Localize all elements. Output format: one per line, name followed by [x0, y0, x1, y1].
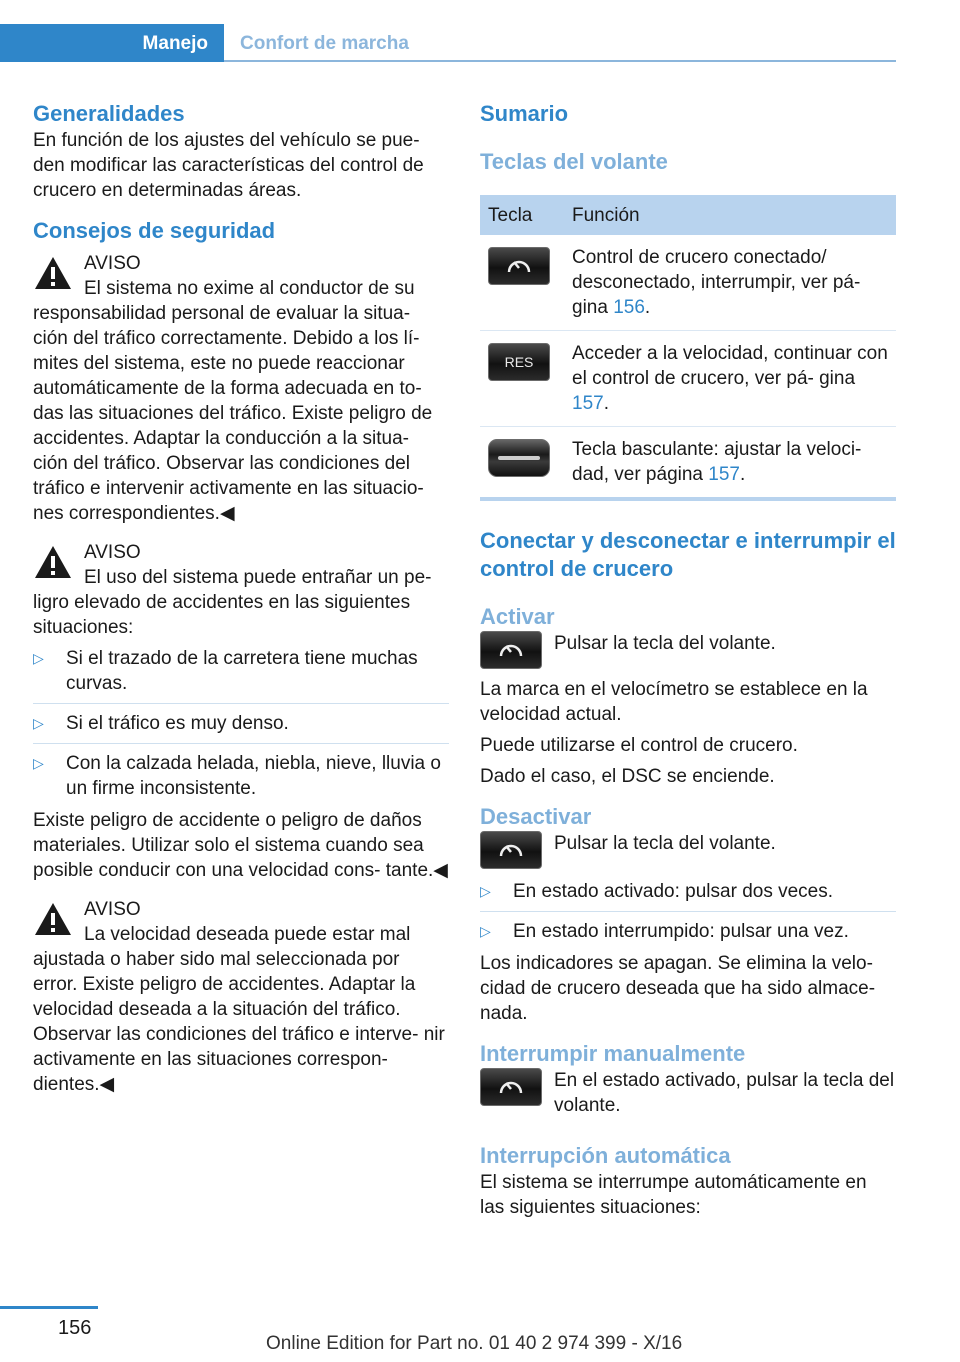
bullet-arrow-icon: ▷ [33, 755, 44, 771]
activate-text-2: Puede utilizarse el control de crucero. [480, 735, 798, 756]
activate-text-1: La marca en el velocímetro se establece en la velocidad actual. [480, 679, 868, 725]
activate-instruction: Pulsar la tecla del volante. [480, 631, 896, 671]
table-header: Función [564, 195, 896, 235]
warning-text-3: La velocidad deseada puede estar mal ajustada o haber sido mal seleccionada por error. Existe peligro de accidentes. Adaptar la velocidad deseada a la situación del tráfico. Observar las condiciones del tráfico e interve- nir activamente en las situaciones correspon- dientes.◀ [33, 924, 445, 1095]
edition-note: Online Edition for Part no. 01 40 2 974 399 - X/16 [266, 1333, 683, 1354]
left-column [33, 100, 449, 1097]
bullet-arrow-icon: ▷ [33, 650, 44, 666]
subsection-tab: Confort de marcha [240, 32, 409, 54]
list-item: ▷ Si el trazado de la carretera tiene muchas curvas. [33, 648, 418, 694]
key-function-text: Control de crucero conectado/ desconectado, interrumpir, ver pá- gina [572, 247, 861, 318]
table-header: Tecla [480, 195, 564, 235]
list-item: ▷ En estado activado: pulsar dos veces. [480, 881, 834, 902]
table-row: RES Acceder a la velocidad, continuar con el control de crucero, ver pá- gina 157. [480, 331, 896, 427]
safety-heading: Consejos de seguridad [33, 218, 276, 243]
manual-interrupt-instruction: En el estado activado, pulsar la tecla del volante. [480, 1068, 896, 1118]
page-header [0, 24, 896, 62]
keys-table [480, 195, 896, 501]
warning-block-3 [33, 897, 449, 922]
bullet-arrow-icon: ▷ [480, 923, 491, 939]
warning-label: AVISO [84, 542, 141, 563]
warning-icon [33, 255, 73, 291]
deactivate-instruction: Pulsar la tecla del volante. [480, 831, 896, 871]
key-function-text: Tecla basculante: ajustar la veloci- dad, ver página [572, 439, 862, 485]
warning-block-2 [33, 540, 449, 565]
auto-interrupt-heading: Interrupción automática [480, 1143, 731, 1168]
list-item: ▷ Con la calzada helada, niebla, nieve, lluvia o un firme inconsistente. [33, 753, 441, 799]
warning-icon [33, 901, 73, 937]
general-text: En función de los ajustes del vehículo se pue- den modificar las características del control de crucero en determinadas áreas. [33, 130, 424, 201]
warning-label: AVISO [84, 253, 141, 274]
rocker-switch-icon [488, 439, 550, 477]
cruise-control-key-icon [488, 247, 550, 285]
section-tab: Manejo [0, 24, 224, 62]
list-item: ▷ Si el tráfico es muy denso. [33, 713, 289, 734]
deactivate-heading: Desactivar [480, 804, 592, 829]
warning-after-text: Existe peligro de accidente o peligro de daños materiales. Utilizar solo el sistema cuando sea posible conducir con una velocidad cons- tante.◀ [33, 810, 448, 881]
res-key-icon: RES [488, 343, 550, 381]
connect-heading: Conectar y desconectar e interrumpir el control de crucero [480, 528, 896, 581]
general-heading: Generalidades [33, 101, 185, 126]
key-function-text: Acceder a la velocidad, continuar con el control de crucero, ver pá- gina [572, 343, 888, 389]
page-link[interactable]: 157 [572, 393, 604, 414]
manual-interrupt-heading: Interrumpir manualmente [480, 1041, 746, 1066]
auto-interrupt-text: El sistema se interrumpe automáticamente en las siguientes situaciones: [480, 1172, 867, 1218]
list-item: ▷ En estado interrumpido: pulsar una vez. [480, 921, 849, 942]
table-row: Tecla basculante: ajustar la veloci- dad, ver página 157. [480, 427, 896, 500]
table-row: Control de crucero conectado/ desconectado, interrumpir, ver pá- gina 156. [480, 235, 896, 331]
cruise-control-key-icon [480, 631, 542, 669]
deactivate-list [480, 879, 896, 944]
deactivate-after-text: Los indicadores se apagan. Se elimina la velo- cidad de crucero deseada que ha sido almace- nada. [480, 953, 876, 1024]
warning-list [33, 646, 449, 801]
activate-text-3: Dado el caso, el DSC se enciende. [480, 766, 775, 787]
right-column [480, 100, 896, 1220]
warning-text-1: El sistema no exime al conductor de su responsabilidad personal de evaluar la situa- ción del tráfico correctamente. Debido a los lí- mites del sistema, este no puede reaccionar automáticamente de la forma adecuada en to- das las situaciones del tráfico. Existe peligro de accidentes. Adaptar la conducción a la situa- ción del tráfico. Observar las condiciones del tráfico e intervenir activamente en las situacio- nes correspondientes.◀ [33, 278, 433, 524]
page-link[interactable]: 156 [613, 297, 645, 318]
cruise-control-key-icon [480, 1068, 542, 1106]
header-rule [224, 60, 896, 62]
warning-text-2: El uso del sistema puede entrañar un pe- ligro elevado de accidentes en las siguientes situaciones: [33, 567, 432, 638]
warning-label: AVISO [84, 899, 141, 920]
activate-heading: Activar [480, 604, 555, 629]
footer-rule [0, 1306, 98, 1309]
summary-heading: Sumario [480, 101, 569, 126]
bullet-arrow-icon: ▷ [480, 883, 491, 899]
warning-block-1 [33, 251, 449, 276]
page-number: 156 [58, 1317, 92, 1339]
cruise-control-key-icon [480, 831, 542, 869]
bullet-arrow-icon: ▷ [33, 715, 44, 731]
page-link[interactable]: 157 [708, 464, 740, 485]
keys-heading: Teclas del volante [480, 149, 668, 174]
warning-icon [33, 544, 73, 580]
